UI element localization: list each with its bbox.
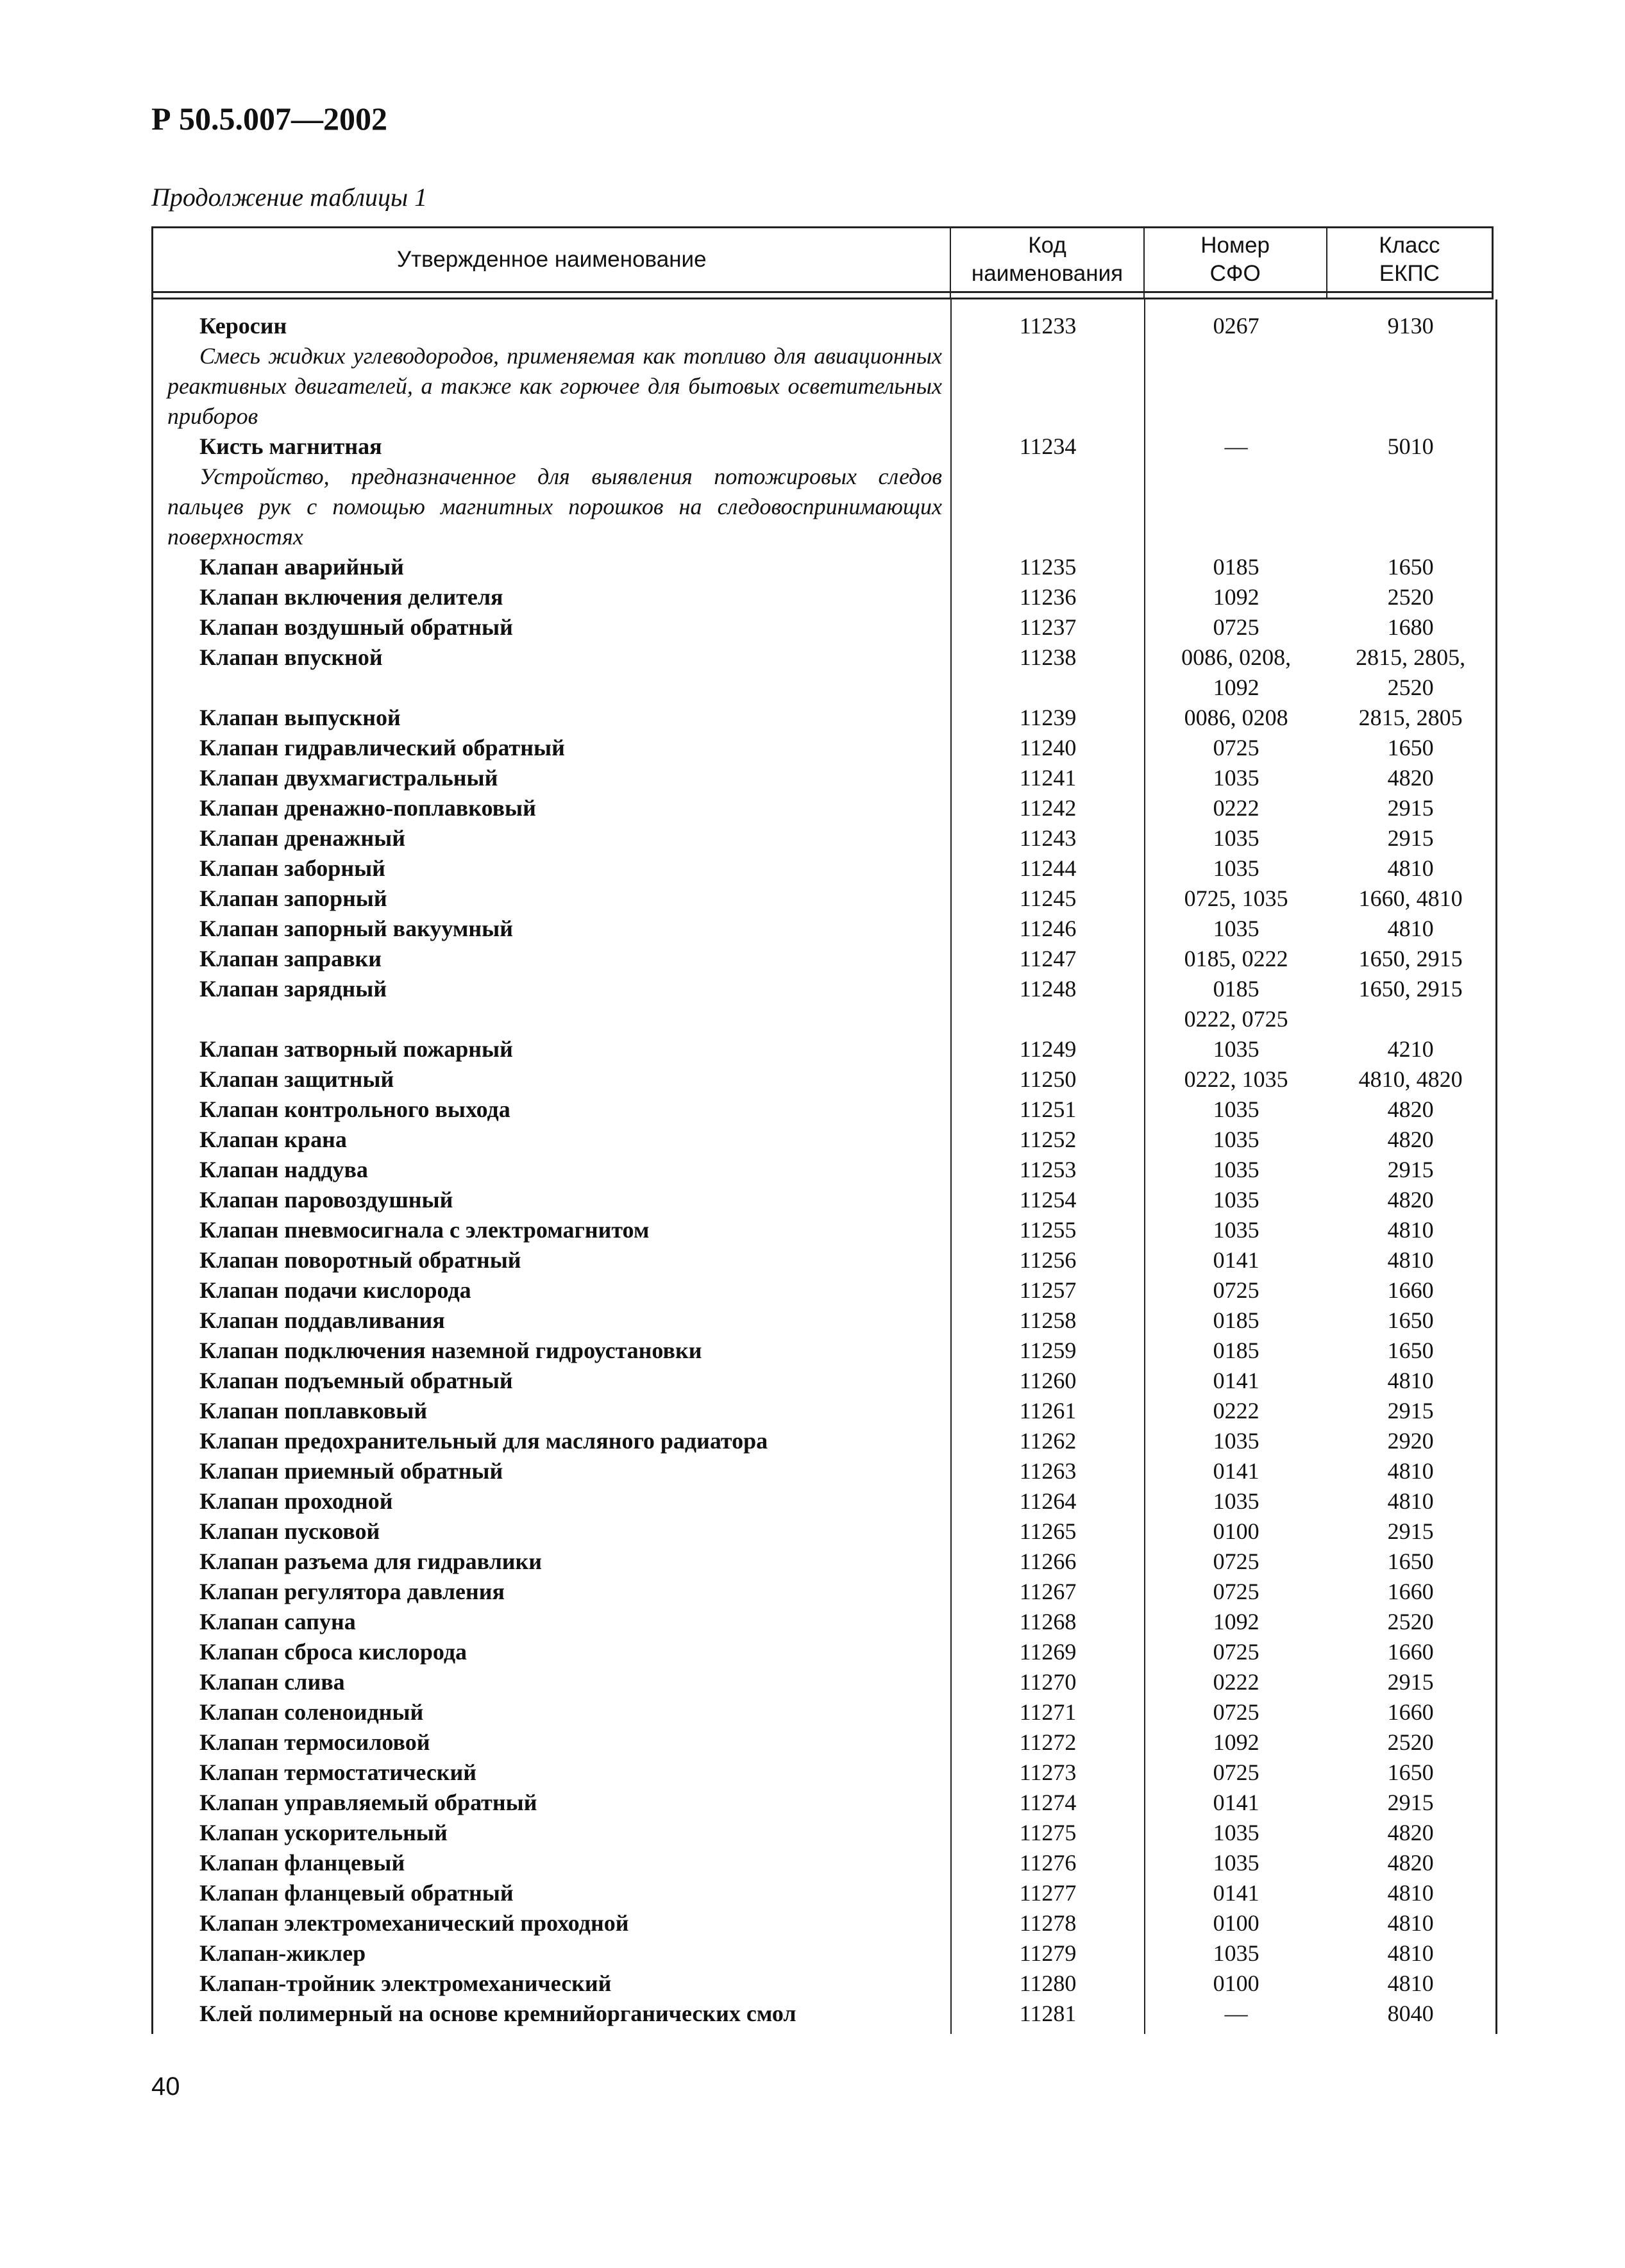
- row-ekps: 4810: [1387, 1488, 1434, 1514]
- row-name: Клапан ускорительный: [199, 1820, 448, 1845]
- row-code: 11235: [1019, 554, 1077, 580]
- row-description: [153, 341, 1494, 432]
- table-row: [153, 1999, 1494, 2029]
- row-ekps: 4820: [1387, 765, 1434, 791]
- row-sfo: 0222: [1213, 795, 1259, 821]
- table-row: [153, 763, 1494, 793]
- row-name: Клапан пневмосигнала с электромагнитом: [199, 1217, 650, 1243]
- table-row: [153, 1818, 1494, 1848]
- row-ekps: 1660: [1387, 1277, 1434, 1303]
- row-code: 11267: [1019, 1579, 1077, 1604]
- row-ekps: 4810: [1387, 1880, 1434, 1906]
- row-ekps: 1650: [1387, 1760, 1434, 1785]
- row-ekps: 1660: [1387, 1639, 1434, 1665]
- row-ekps: 9130: [1387, 313, 1434, 339]
- row-ekps: 2815, 2805, 2520: [1356, 644, 1466, 700]
- row-ekps: 4210: [1387, 1036, 1434, 1062]
- row-code: 11260: [1019, 1368, 1077, 1393]
- row-name: Клапан впускной: [199, 644, 383, 670]
- row-code: 11274: [1019, 1790, 1077, 1815]
- column-header-code: Код наименования: [950, 228, 1143, 291]
- row-code: 11271: [1019, 1699, 1077, 1725]
- row-code: 11246: [1019, 916, 1077, 941]
- row-sfo: 1035: [1213, 1187, 1259, 1213]
- row-code: 11275: [1019, 1820, 1077, 1845]
- table-row: [153, 733, 1494, 763]
- row-ekps: 2915: [1387, 825, 1434, 851]
- row-name: Клапан крана: [199, 1127, 347, 1152]
- row-ekps: 1650: [1387, 554, 1434, 580]
- table-row: [153, 1034, 1494, 1064]
- row-code: 11240: [1019, 735, 1077, 760]
- row-code: 11259: [1019, 1338, 1077, 1363]
- row-sfo: 1035: [1213, 1850, 1259, 1876]
- row-sfo: 0100: [1213, 1970, 1259, 1996]
- row-ekps: 1650, 2915: [1358, 976, 1463, 1002]
- row-ekps: 4810: [1387, 1217, 1434, 1243]
- row-ekps: 4820: [1387, 1096, 1434, 1122]
- row-sfo: 1035: [1213, 1428, 1259, 1454]
- row-ekps: 2915: [1387, 1669, 1434, 1695]
- table-row: [153, 1637, 1494, 1667]
- row-sfo: 0086, 0208: [1184, 705, 1288, 730]
- row-name: Клапан контрольного выхода: [199, 1096, 510, 1122]
- row-ekps: 2915: [1387, 1398, 1434, 1424]
- row-name: Клапан запорный вакуумный: [199, 916, 513, 941]
- row-sfo: 0267: [1213, 313, 1259, 339]
- row-ekps: 1660: [1387, 1579, 1434, 1604]
- table-row: [153, 1667, 1494, 1697]
- row-sfo: —: [1224, 433, 1248, 459]
- row-name: Кисть магнитная: [199, 433, 382, 459]
- table-row: [153, 1607, 1494, 1637]
- row-name: Клапан регулятора давления: [199, 1579, 505, 1604]
- row-sfo: 1035: [1213, 1940, 1259, 1966]
- row-code: 11255: [1019, 1217, 1077, 1243]
- table-row: [153, 853, 1494, 884]
- row-code: 11234: [1019, 433, 1077, 459]
- row-sfo: 0141: [1213, 1368, 1259, 1393]
- table-row: [153, 311, 1494, 341]
- row-name: Клапан выпускной: [199, 705, 401, 730]
- table-row: [153, 1366, 1494, 1396]
- table-row: [153, 1547, 1494, 1577]
- table-row: [153, 1969, 1494, 1999]
- table-row: [153, 643, 1494, 703]
- table-row: [153, 1727, 1494, 1758]
- table-row: [153, 1878, 1494, 1908]
- row-name: Клапан включения делителя: [199, 584, 503, 610]
- row-sfo: 1035: [1213, 1157, 1259, 1182]
- table-row: [153, 1185, 1494, 1215]
- table-row: [153, 1306, 1494, 1336]
- row-name: Клапан дренажный: [199, 825, 405, 851]
- row-name: Клапан пусковой: [199, 1518, 380, 1544]
- row-name: Клапан дренажно-поплавковый: [199, 795, 536, 821]
- row-name: Клапан заправки: [199, 946, 382, 971]
- row-sfo: 0725: [1213, 1579, 1259, 1604]
- row-sfo: 1092: [1213, 584, 1259, 610]
- row-name: Клапан заборный: [199, 855, 385, 881]
- row-ekps: 4820: [1387, 1820, 1434, 1845]
- row-name: Клапан проходной: [199, 1488, 393, 1514]
- table-row: [153, 944, 1494, 974]
- row-sfo: 0100: [1213, 1518, 1259, 1544]
- table-row: [153, 552, 1494, 582]
- table-row: [153, 432, 1494, 462]
- column-header-sfo: Номер СФО: [1143, 228, 1326, 291]
- page-number: 40: [151, 2072, 180, 2101]
- row-name: Керосин: [199, 313, 287, 339]
- row-code: 11261: [1019, 1398, 1077, 1424]
- row-sfo: 0185, 0222: [1184, 946, 1288, 971]
- row-code: 11247: [1019, 946, 1077, 971]
- table-row: [153, 823, 1494, 853]
- row-sfo: 1092: [1213, 1729, 1259, 1755]
- row-code: 11238: [1019, 644, 1077, 670]
- row-code: 11244: [1019, 855, 1077, 881]
- table-row: [153, 1155, 1494, 1185]
- row-ekps: 1650: [1387, 1549, 1434, 1574]
- row-name: Клапан сброса кислорода: [199, 1639, 467, 1665]
- row-name: Клапан воздушный обратный: [199, 614, 513, 640]
- row-sfo: —: [1224, 2001, 1248, 2026]
- row-code: 11251: [1019, 1096, 1077, 1122]
- row-sfo: 0725: [1213, 735, 1259, 760]
- row-name: Клапан зарядный: [199, 976, 387, 1002]
- row-code: 11236: [1019, 584, 1077, 610]
- row-ekps: 4810: [1387, 1910, 1434, 1936]
- table-row: [153, 1788, 1494, 1818]
- table-header: [151, 226, 1494, 293]
- table-row: [153, 1095, 1494, 1125]
- row-sfo: 0141: [1213, 1458, 1259, 1484]
- row-name: Клапан термостатический: [199, 1760, 477, 1785]
- table-row: [153, 914, 1494, 944]
- row-sfo: 0185: [1213, 554, 1259, 580]
- row-sfo: 0725: [1213, 1699, 1259, 1725]
- table-row: [153, 1426, 1494, 1456]
- document-code: Р 50.5.007—2002: [151, 101, 388, 137]
- row-ekps: 4810, 4820: [1358, 1066, 1463, 1092]
- table-row: [153, 703, 1494, 733]
- table-row: [153, 612, 1494, 643]
- row-sfo: 1035: [1213, 916, 1259, 941]
- row-code: 11269: [1019, 1639, 1077, 1665]
- table-row: [153, 1486, 1494, 1516]
- row-ekps: 2915: [1387, 1157, 1434, 1182]
- table-row: [153, 793, 1494, 823]
- row-sfo: 1035: [1213, 1217, 1259, 1243]
- row-code: 11248: [1019, 976, 1077, 1002]
- row-code: 11276: [1019, 1850, 1077, 1876]
- table-row: [153, 1516, 1494, 1547]
- row-name: Клапан защитный: [199, 1066, 394, 1092]
- row-code: 11272: [1019, 1729, 1077, 1755]
- header-double-rule: [151, 293, 1494, 299]
- row-name: Клей полимерный на основе кремнийорганических смол: [199, 2001, 796, 2026]
- row-name: Клапан-тройник электромеханический: [199, 1970, 612, 1996]
- table-row: [153, 884, 1494, 914]
- table-continuation-caption: Продолжение таблицы 1: [151, 183, 428, 212]
- row-sfo: 1035: [1213, 765, 1259, 791]
- row-sfo: 0222, 1035: [1184, 1066, 1288, 1092]
- row-sfo: 0185 0222, 0725: [1184, 976, 1288, 1032]
- row-name: Клапан подачи кислорода: [199, 1277, 471, 1303]
- table-row: [153, 582, 1494, 612]
- table-row: [153, 1336, 1494, 1366]
- row-code: 11253: [1019, 1157, 1077, 1182]
- row-code: 11280: [1019, 1970, 1077, 1996]
- row-name: Клапан фланцевый обратный: [199, 1880, 514, 1906]
- row-code: 11273: [1019, 1760, 1077, 1785]
- table-row: [153, 1697, 1494, 1727]
- row-ekps: 2815, 2805: [1358, 705, 1463, 730]
- row-code: 11254: [1019, 1187, 1077, 1213]
- row-ekps: 2920: [1387, 1428, 1434, 1454]
- table-row: [153, 1908, 1494, 1938]
- row-code: 11265: [1019, 1518, 1077, 1544]
- row-code: 11233: [1019, 313, 1077, 339]
- row-code: 11278: [1019, 1910, 1077, 1936]
- row-ekps: 4810: [1387, 1940, 1434, 1966]
- table-row: [153, 1848, 1494, 1878]
- row-ekps: 4820: [1387, 1127, 1434, 1152]
- row-name: Клапан управляемый обратный: [199, 1790, 537, 1815]
- row-name: Клапан поплавковый: [199, 1398, 428, 1424]
- row-ekps: 2520: [1387, 1609, 1434, 1634]
- row-sfo: 1035: [1213, 1820, 1259, 1845]
- row-code: 11237: [1019, 614, 1077, 640]
- description-text: Смесь жидких углеводородов, применяемая как топливо для авиационных реактивных двигателей, а также как горючее для бытовых осветительных приборов: [167, 343, 942, 429]
- column-header-name: Утвержденное наименование: [396, 247, 707, 272]
- row-ekps: 2520: [1387, 1729, 1434, 1755]
- row-ekps: 1680: [1387, 614, 1434, 640]
- row-ekps: 4820: [1387, 1187, 1434, 1213]
- table-row: [153, 1125, 1494, 1155]
- row-sfo: 1035: [1213, 1036, 1259, 1062]
- table-row: [153, 974, 1494, 1034]
- row-sfo: 1035: [1213, 1127, 1259, 1152]
- row-ekps: 1650: [1387, 1307, 1434, 1333]
- row-code: 11266: [1019, 1549, 1077, 1574]
- row-ekps: 2915: [1387, 795, 1434, 821]
- row-name: Клапан слива: [199, 1669, 345, 1695]
- table-row: [153, 1577, 1494, 1607]
- table-row: [153, 1758, 1494, 1788]
- row-ekps: 2520: [1387, 584, 1434, 610]
- description-text: Устройство, предназначенное для выявления потожировых следов пальцев рук с помощью магнитных порошков на следовоспринимающих поверхностях: [167, 464, 942, 550]
- row-sfo: 0725: [1213, 1639, 1259, 1665]
- row-code: 11242: [1019, 795, 1077, 821]
- row-code: 11263: [1019, 1458, 1077, 1484]
- row-sfo: 0141: [1213, 1790, 1259, 1815]
- row-name: Клапан подключения наземной гидроустановки: [199, 1338, 702, 1363]
- column-header-ekps: Класс ЕКПС: [1326, 228, 1492, 291]
- row-ekps: 2915: [1387, 1790, 1434, 1815]
- row-sfo: 0725: [1213, 1549, 1259, 1574]
- row-ekps: 1650: [1387, 1338, 1434, 1363]
- row-name: Клапан фланцевый: [199, 1850, 405, 1876]
- row-name: Клапан паровоздушный: [199, 1187, 453, 1213]
- row-ekps: 1650: [1387, 735, 1434, 760]
- row-name: Клапан приемный обратный: [199, 1458, 503, 1484]
- row-ekps: 1660, 4810: [1358, 886, 1463, 911]
- row-code: 11257: [1019, 1277, 1077, 1303]
- row-code: 11243: [1019, 825, 1077, 851]
- row-sfo: 0725: [1213, 1277, 1259, 1303]
- row-sfo: 0725: [1213, 614, 1259, 640]
- row-name: Клапан сапуна: [199, 1609, 356, 1634]
- row-name: Клапан предохранительный для масляного радиатора: [199, 1428, 768, 1454]
- row-code: 11270: [1019, 1669, 1077, 1695]
- row-name: Клапан термосиловой: [199, 1729, 430, 1755]
- table-row: [153, 1396, 1494, 1426]
- row-ekps: 4810: [1387, 1247, 1434, 1273]
- row-code: 11241: [1019, 765, 1077, 791]
- row-name: Клапан разъема для гидравлики: [199, 1549, 543, 1574]
- row-name: Клапан аварийный: [199, 554, 404, 580]
- row-sfo: 0086, 0208, 1092: [1181, 644, 1292, 700]
- row-name: Клапан наддува: [199, 1157, 368, 1182]
- row-ekps: 1650, 2915: [1358, 946, 1463, 971]
- table-row: [153, 1245, 1494, 1275]
- row-sfo: 0222: [1213, 1398, 1259, 1424]
- row-name: Клапан затворный пожарный: [199, 1036, 513, 1062]
- row-name: Клапан запорный: [199, 886, 387, 911]
- row-code: 11239: [1019, 705, 1077, 730]
- row-code: 11277: [1019, 1880, 1077, 1906]
- row-code: 11264: [1019, 1488, 1077, 1514]
- row-name: Клапан-жиклер: [199, 1940, 366, 1966]
- row-sfo: 0185: [1213, 1307, 1259, 1333]
- row-sfo: 1035: [1213, 1096, 1259, 1122]
- row-code: 11256: [1019, 1247, 1077, 1273]
- row-ekps: 5010: [1387, 433, 1434, 459]
- row-sfo: 1035: [1213, 855, 1259, 881]
- row-ekps: 1660: [1387, 1699, 1434, 1725]
- row-sfo: 1092: [1213, 1609, 1259, 1634]
- row-code: 11268: [1019, 1609, 1077, 1634]
- row-sfo: 0222: [1213, 1669, 1259, 1695]
- row-sfo: 1035: [1213, 1488, 1259, 1514]
- row-sfo: 0141: [1213, 1247, 1259, 1273]
- row-name: Клапан поддавливания: [199, 1307, 445, 1333]
- row-sfo: 0185: [1213, 1338, 1259, 1363]
- row-ekps: 4810: [1387, 916, 1434, 941]
- row-code: 11279: [1019, 1940, 1077, 1966]
- row-sfo: 0725: [1213, 1760, 1259, 1785]
- table-row: [153, 1456, 1494, 1486]
- row-code: 11249: [1019, 1036, 1077, 1062]
- row-ekps: 4810: [1387, 855, 1434, 881]
- row-ekps: 2915: [1387, 1518, 1434, 1544]
- table-row: [153, 1275, 1494, 1306]
- row-code: 11250: [1019, 1066, 1077, 1092]
- row-name: Клапан подъемный обратный: [199, 1368, 513, 1393]
- row-sfo: 1035: [1213, 825, 1259, 851]
- row-code: 11281: [1019, 2001, 1077, 2026]
- row-name: Клапан электромеханический проходной: [199, 1910, 629, 1936]
- row-code: 11245: [1019, 886, 1077, 911]
- row-sfo: 0100: [1213, 1910, 1259, 1936]
- row-ekps: 4810: [1387, 1458, 1434, 1484]
- row-name: Клапан гидравлический обратный: [199, 735, 565, 760]
- table-row: [153, 1215, 1494, 1245]
- row-name: Клапан соленоидный: [199, 1699, 424, 1725]
- row-sfo: 0725, 1035: [1184, 886, 1288, 911]
- names-table: [151, 226, 1494, 2034]
- row-ekps: 4810: [1387, 1368, 1434, 1393]
- row-description: [153, 462, 1494, 552]
- row-name: Клапан двухмагистральный: [199, 765, 498, 791]
- row-sfo: 0141: [1213, 1880, 1259, 1906]
- row-code: 11262: [1019, 1428, 1077, 1454]
- row-ekps: 4810: [1387, 1970, 1434, 1996]
- row-code: 11252: [1019, 1127, 1077, 1152]
- table-body: [151, 299, 1494, 2034]
- row-ekps: 4820: [1387, 1850, 1434, 1876]
- row-name: Клапан поворотный обратный: [199, 1247, 521, 1273]
- table-row: [153, 1064, 1494, 1095]
- row-ekps: 8040: [1387, 2001, 1434, 2026]
- table-row: [153, 1938, 1494, 1969]
- row-code: 11258: [1019, 1307, 1077, 1333]
